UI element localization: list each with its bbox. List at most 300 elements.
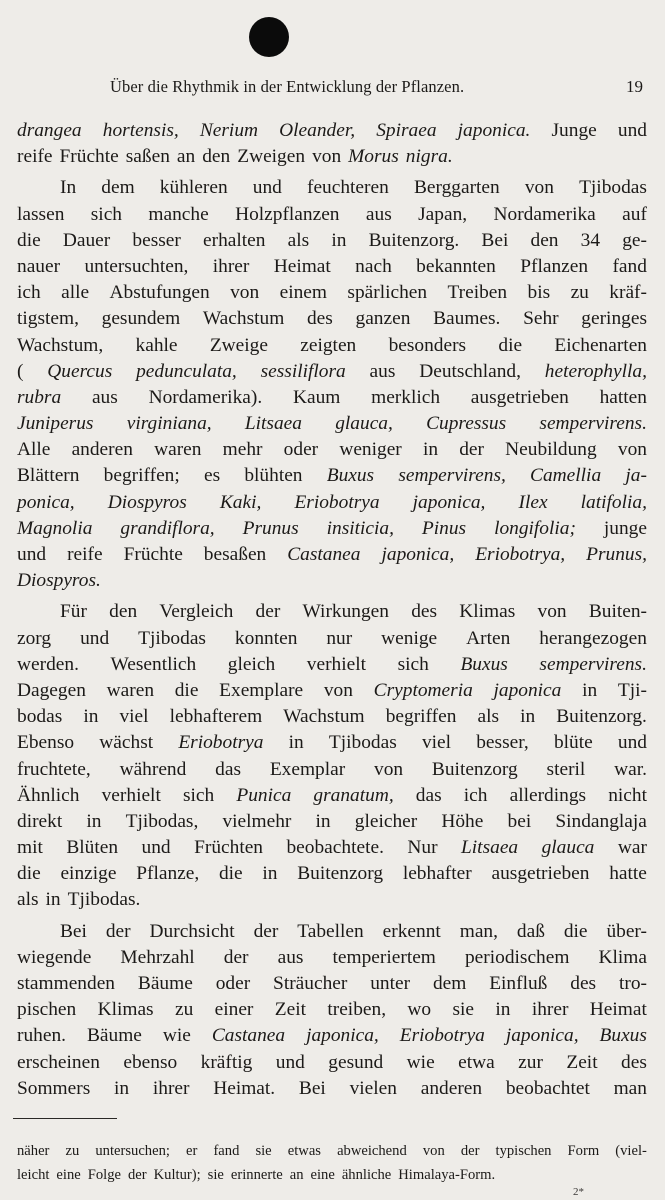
word: Exemplar (269, 758, 346, 780)
word: Wirkungen (302, 601, 389, 623)
word: fruchtete, (17, 758, 91, 780)
word: mehr (222, 439, 263, 461)
word: Ähnlich (17, 784, 80, 806)
word: zur (518, 1051, 543, 1073)
word: der (127, 1166, 147, 1183)
word: in (315, 810, 331, 832)
word: die (17, 229, 41, 251)
word: untersuchen; (95, 1143, 170, 1159)
word: Japan, (418, 203, 468, 225)
word: viel (421, 732, 452, 754)
word: und (80, 627, 110, 649)
word: abweichend (337, 1143, 407, 1159)
word: Tjibodas. (67, 889, 141, 911)
text-line (17, 757, 647, 783)
italic-word: Quercus (47, 360, 113, 382)
italic-word: sempervirens. (539, 413, 647, 435)
italic-word: insiticia, (326, 517, 394, 539)
italic-word: Diospyros. (17, 570, 101, 592)
word: zu (570, 282, 589, 304)
italic-word: ponica, (17, 491, 75, 513)
text-line (17, 652, 647, 678)
word: konnten (234, 627, 298, 649)
word: einer (214, 999, 254, 1021)
punch-hole (249, 17, 289, 57)
word: Buitenzorg (297, 863, 384, 885)
text-line (17, 463, 647, 489)
word: von (537, 601, 567, 623)
word: Bei (298, 1077, 326, 1099)
italic-word: sempervirens, (398, 465, 506, 487)
word: des (411, 601, 438, 623)
word: ich (17, 282, 41, 304)
text-line (17, 861, 647, 887)
word: Folge (87, 1166, 121, 1183)
word: Sträucher (273, 973, 348, 994)
word: Wesentlich (110, 653, 197, 675)
italic-word: Litsaea (244, 413, 302, 435)
word: besser (132, 229, 181, 251)
italic-word: glauca, (335, 413, 393, 435)
word: pischen (17, 999, 77, 1021)
word: wo (407, 999, 432, 1021)
word: er (186, 1143, 198, 1159)
word: Zeit (566, 1051, 598, 1073)
italic-word: Buxus (326, 465, 375, 487)
word: und (275, 1051, 305, 1073)
word: Deutschland, (419, 360, 521, 382)
text-line (17, 678, 647, 704)
word: Dauer (62, 229, 111, 251)
word: vielmehr (222, 810, 292, 832)
italic-word: Cupressus (426, 413, 507, 435)
word: des (621, 1051, 647, 1073)
italic-word: Eriobotrya, (475, 544, 566, 565)
word: Blüten (66, 837, 119, 859)
word: lassen (17, 203, 65, 225)
word: ruhen. (17, 1025, 66, 1047)
word: in (45, 889, 61, 911)
word: wiegende (17, 946, 92, 968)
word: wie (162, 1025, 191, 1047)
word: in (520, 706, 536, 728)
italic-word: japonica, (505, 1025, 579, 1047)
word: saßen (125, 146, 170, 168)
word: in (422, 439, 439, 461)
word: sie (207, 1166, 224, 1183)
word: Früchte (123, 544, 183, 565)
word: Mehrzahl (120, 946, 195, 968)
word: Buitenzorg (431, 758, 518, 780)
word: man (613, 1077, 647, 1099)
word: Alle (17, 439, 51, 461)
word: alle (61, 282, 90, 304)
word: Nordamerika (493, 203, 596, 225)
italic-word: japonica, (306, 1025, 379, 1047)
word: Dagegen (17, 679, 86, 701)
word: verhielt (101, 784, 161, 806)
word: Vergleich (159, 601, 234, 623)
word: allerdings (509, 784, 587, 806)
word: Eichenarten (554, 334, 647, 356)
italic-word: sempervirens. (539, 653, 647, 675)
word: reife (67, 544, 103, 565)
word: Klimas (459, 601, 516, 623)
word: Junge (551, 120, 597, 141)
word: Tjibodas (138, 627, 206, 649)
word: Tjibodas, (125, 810, 199, 832)
word: Wachstum (202, 308, 285, 330)
word: in (86, 810, 102, 832)
word: feuchteren (306, 177, 389, 199)
word: in (331, 229, 347, 251)
word: bekannten (416, 255, 496, 277)
italic-word: sessiliflora (260, 360, 346, 382)
word: in (495, 999, 511, 1021)
italic-word: ja- (625, 465, 647, 487)
text-line (17, 385, 647, 411)
italic-word: Ilex (518, 491, 548, 513)
footnote-rule (13, 1118, 117, 1119)
word: Baumes. (433, 308, 501, 330)
text-line (17, 411, 647, 437)
text-line (17, 919, 647, 945)
text-line (17, 254, 647, 280)
word: als (17, 889, 39, 911)
word: Heimat (273, 255, 331, 277)
italic-word: Morus (348, 146, 399, 168)
italic-word: Eriobotrya (294, 491, 380, 513)
italic-word: japonica, (412, 491, 486, 513)
signature-mark: 2* (573, 1186, 584, 1198)
word: ausgetrieben (491, 863, 590, 885)
word: vielen (349, 1077, 397, 1099)
text-line (17, 971, 647, 997)
text-line (17, 542, 647, 568)
word: die (17, 863, 41, 885)
word: aus (277, 946, 304, 968)
word: erkennt (382, 920, 441, 942)
word: an (176, 146, 196, 168)
word: war. (614, 758, 647, 780)
text-line (17, 568, 647, 594)
word: manche (148, 203, 209, 225)
word: unter (370, 973, 411, 994)
word: Wachstum, (17, 334, 104, 356)
word: Bäume (137, 973, 193, 994)
text-line (17, 599, 647, 625)
word: von (323, 679, 353, 701)
italic-word: hortensis, (102, 120, 179, 141)
word: merklich (371, 386, 441, 408)
word: oder (215, 973, 251, 994)
word: aus (91, 386, 118, 408)
word: nicht (608, 784, 647, 806)
word: (viel- (615, 1143, 647, 1159)
word: nach (355, 255, 392, 277)
word: von (524, 177, 554, 199)
word: sie (452, 999, 475, 1021)
text-line (17, 704, 647, 730)
word: besonders (388, 334, 467, 356)
word: Wachstum (283, 706, 365, 728)
body-text (17, 118, 647, 1102)
word: den (530, 229, 559, 251)
word: Buitenzorg. (556, 706, 647, 728)
text-line (17, 945, 647, 971)
text-line (17, 1050, 647, 1076)
word: Tji- (617, 679, 647, 701)
word: Früchte (59, 146, 119, 168)
italic-word: Pinus (421, 517, 467, 539)
word: Kultur); (153, 1166, 201, 1183)
word: die (218, 863, 243, 885)
word: Einfluß (489, 973, 548, 994)
word: reife (17, 146, 53, 168)
word: blühten (244, 465, 303, 487)
footnote-line (17, 1164, 647, 1188)
text-line (17, 144, 647, 170)
word: Abstufungen (109, 282, 210, 304)
italic-word: Nerium (199, 120, 259, 141)
word: in (582, 679, 598, 701)
word: Früchten (194, 837, 264, 859)
word: als (477, 706, 500, 728)
word: der (459, 439, 484, 461)
word: ganzen (355, 308, 411, 330)
italic-word: longifolia; (494, 517, 576, 539)
word: tro- (618, 973, 647, 994)
word: ihrer (531, 999, 569, 1021)
word: Klima (598, 946, 647, 968)
word: zeigten (300, 334, 357, 356)
word: Sommers (17, 1077, 91, 1099)
italic-word: glauca (541, 837, 595, 859)
italic-word: Oleander, (279, 120, 356, 141)
word: von (617, 439, 647, 461)
word: einem (279, 282, 327, 304)
word: Zweige (209, 334, 268, 356)
word: untersuchten, (84, 255, 189, 277)
text-line (17, 437, 647, 463)
word: Tjibodas (328, 732, 397, 754)
word: Buiten- (588, 601, 647, 623)
word: herangezogen (539, 627, 647, 649)
word: sich (397, 653, 429, 675)
word: ge- (622, 229, 647, 251)
word: Exemplare (219, 679, 304, 701)
italic-word: Buxus (460, 653, 508, 675)
word: tigstem, (17, 308, 79, 330)
word: temperiertem (332, 946, 436, 968)
word: in (83, 706, 99, 728)
text-line (17, 228, 647, 254)
text-line (17, 306, 647, 332)
word: beobachtet (505, 1077, 590, 1099)
text-line (17, 809, 647, 835)
word: werden. (17, 653, 79, 675)
word: und (617, 120, 647, 141)
word: Bäume (86, 1025, 142, 1047)
word: in (288, 732, 304, 754)
word: zorg (17, 627, 52, 649)
word: mit (17, 837, 43, 859)
text-line (17, 333, 647, 359)
italic-word: latifolia, (580, 491, 647, 513)
word: Neubildung (505, 439, 597, 461)
italic-word: Diospyros (107, 491, 187, 513)
word: ebenso (123, 1051, 178, 1073)
italic-word: Castanea (287, 544, 361, 565)
italic-word: pedunculata, (136, 360, 237, 382)
word: in (262, 863, 278, 885)
word: direkt (17, 810, 63, 832)
word: Holzpflanzen (235, 203, 340, 225)
word: ( (17, 360, 24, 382)
word: Heimat. (213, 1077, 276, 1099)
word: leicht (17, 1166, 50, 1183)
word: In (60, 177, 77, 199)
word: ausgetrieben (470, 386, 569, 408)
word: erinnerte (230, 1166, 283, 1183)
italic-word: granatum, (313, 784, 394, 806)
word: Bei (60, 920, 87, 942)
italic-word: Spiraea (376, 120, 437, 141)
word: ähnliche (341, 1166, 392, 1183)
word: und (252, 177, 282, 199)
word: Tjibodas (579, 177, 647, 199)
word: Nordamerika). (148, 386, 263, 408)
word: lebhafter (402, 863, 472, 885)
word: Zweigen (237, 146, 306, 168)
word: von (230, 282, 260, 304)
footnote (17, 1140, 647, 1187)
italic-word: Juniperus (17, 413, 94, 435)
word: aus (365, 203, 392, 225)
word: Treiben (447, 282, 508, 304)
italic-word: virginiana, (126, 413, 212, 435)
text-line (17, 280, 647, 306)
word: über- (606, 920, 647, 942)
italic-word: Magnolia (17, 517, 93, 539)
word: und (617, 732, 647, 754)
word: der (223, 946, 249, 968)
word: dem (432, 973, 467, 994)
text-line (17, 887, 647, 913)
word: Pflanze, (136, 863, 200, 885)
word: oder (283, 439, 319, 461)
word: der (255, 601, 281, 623)
word: zu (65, 1143, 80, 1159)
italic-word: drangea (17, 120, 82, 141)
italic-word: heterophylla, (544, 360, 647, 382)
text-line (17, 730, 647, 756)
word: blüte (553, 732, 593, 754)
word: ihrer (212, 255, 250, 277)
word: typischen (495, 1143, 552, 1159)
word: gesundem (101, 308, 181, 330)
word: als (287, 229, 310, 251)
text-line (17, 997, 647, 1023)
text-line (17, 1023, 647, 1049)
text-line (17, 202, 647, 228)
word: anderen (71, 439, 133, 461)
word: waren (154, 439, 202, 461)
word: periodischem (464, 946, 570, 968)
word: spärlichen (347, 282, 428, 304)
word: an (289, 1166, 304, 1183)
word: näher (17, 1143, 50, 1159)
word: junge (603, 517, 647, 539)
word: dem (101, 177, 135, 199)
word: beobachtete. (286, 837, 384, 859)
word: der (105, 920, 131, 942)
word: Nur (407, 837, 438, 859)
word: wenige (381, 627, 438, 649)
italic-word: rubra (17, 386, 62, 408)
word: kahle (135, 334, 178, 356)
word: die (563, 920, 588, 942)
word: hatten (599, 386, 647, 408)
word: Blättern (17, 465, 80, 487)
word: zu (174, 999, 194, 1021)
word: kräftig (200, 1051, 253, 1073)
word: die (174, 679, 199, 701)
text-line (17, 626, 647, 652)
text-line (17, 359, 647, 385)
word: Form (567, 1143, 600, 1159)
text-line (17, 175, 647, 201)
running-title: Über die Rhythmik in der Entwicklung der Pflanzen. (110, 77, 465, 96)
italic-word: grandiflora, (120, 517, 215, 539)
page-number: 19 (626, 77, 643, 96)
word: etwa (458, 1051, 495, 1073)
word: kühleren (159, 177, 228, 199)
word: wächst (99, 732, 154, 754)
word: der (253, 920, 279, 942)
word: Himalaya-Form. (398, 1166, 496, 1183)
word: ich (463, 784, 488, 806)
word: bei (507, 810, 532, 832)
text-line (17, 1076, 647, 1102)
word: von (312, 146, 342, 168)
word: steril (546, 758, 586, 780)
italic-word: Cryptomeria (373, 679, 473, 701)
word: Ebenso (17, 732, 75, 754)
word: der (460, 1143, 480, 1159)
italic-word: Kaki, (219, 491, 262, 513)
word: weniger (339, 439, 402, 461)
word: eine (310, 1166, 335, 1183)
italic-word: Litsaea (461, 837, 519, 859)
word: Höhe (441, 810, 484, 832)
word: und (17, 544, 47, 565)
text-line (17, 118, 647, 144)
word: den (109, 601, 138, 623)
word: erscheinen (17, 1051, 100, 1073)
word: Für (60, 601, 87, 623)
word: waren (106, 679, 155, 701)
text-line (17, 516, 647, 542)
word: erhalten (203, 229, 266, 251)
word: aus (369, 360, 396, 382)
word: in (114, 1077, 130, 1099)
word: etwas (287, 1143, 321, 1159)
word: treiben, (327, 999, 387, 1021)
word: Tabellen (297, 920, 364, 942)
footnote-line (17, 1140, 647, 1164)
word: nauer (17, 255, 61, 277)
